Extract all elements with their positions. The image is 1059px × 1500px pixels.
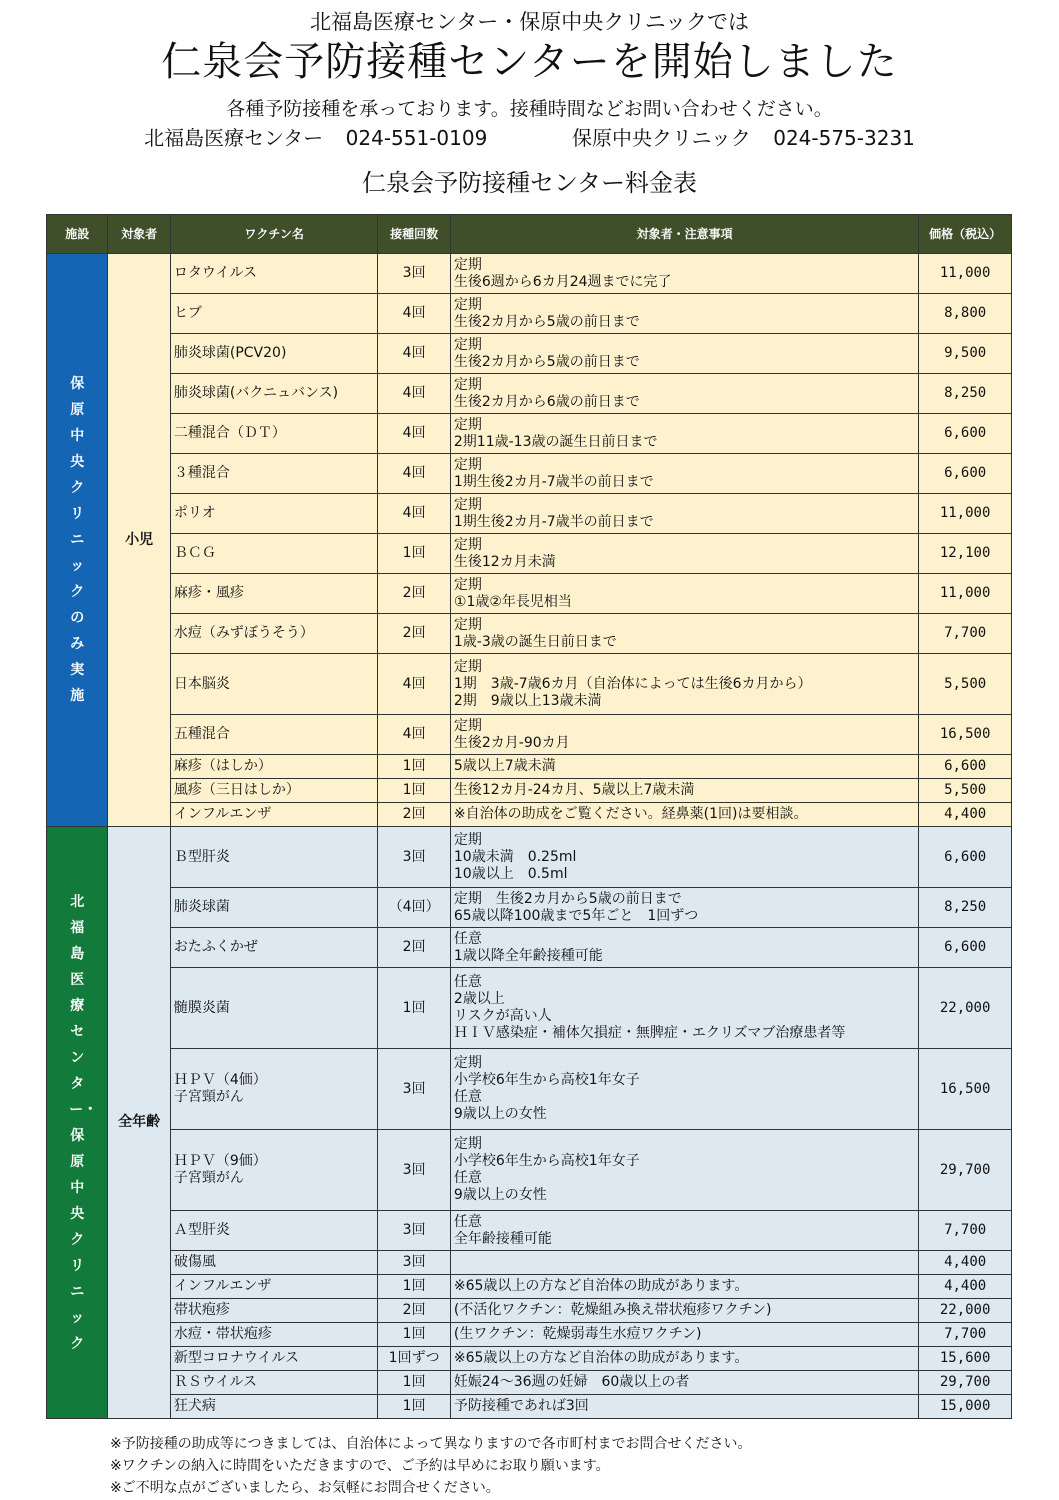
price-cell: 6,600 — [919, 827, 1012, 888]
header-notes: 対象者・注意事項 — [450, 215, 918, 254]
header-count: 接種回数 — [378, 215, 451, 254]
facility-cell — [47, 254, 108, 827]
table-header-row — [47, 215, 1012, 254]
notes-cell: 定期 10歳未満 0.25ml 10歳以上 0.5ml — [450, 827, 918, 888]
price-cell: 22,000 — [919, 1299, 1012, 1323]
header-target: 対象者 — [108, 215, 170, 254]
vaccine-cell: おたふくかぜ — [170, 928, 378, 968]
table-row — [47, 534, 1012, 574]
notes-cell: 定期 生後2カ月-90カ月 — [450, 715, 918, 755]
count-cell: 1回 — [378, 968, 451, 1049]
notes-cell: 任意 全年齢接種可能 — [450, 1211, 918, 1251]
vaccine-cell: インフルエンザ — [170, 803, 378, 827]
table-title: 仁泉会予防接種センター料金表 — [361, 169, 698, 197]
notes-cell: 妊娠24～36週の妊婦 60歳以上の者 — [450, 1371, 918, 1395]
vaccine-cell: 新型コロナウイルス — [170, 1347, 378, 1371]
notes-cell: 5歳以上7歳未満 — [450, 755, 918, 779]
count-cell: 1回 — [378, 1275, 451, 1299]
table-row — [47, 374, 1012, 414]
vaccine-cell: 髄膜炎菌 — [170, 968, 378, 1049]
table-body — [47, 254, 1012, 1419]
notes-cell: 定期 1期生後2カ月-7歳半の前日まで — [450, 454, 918, 494]
table-row — [47, 1251, 1012, 1275]
table-row — [47, 334, 1012, 374]
price-cell: 7,700 — [919, 1323, 1012, 1347]
facility-cell — [47, 827, 108, 1419]
notes-cell — [450, 1251, 918, 1275]
price-cell: 8,800 — [919, 294, 1012, 334]
table-row — [47, 888, 1012, 928]
notes-cell: 定期 1期 3歳-7歳6カ月（自治体によっては生後6カ月から） 2期 9歳以上13歳未満 — [450, 654, 918, 715]
price-cell: 15,000 — [919, 1395, 1012, 1419]
table-row — [47, 779, 1012, 803]
table-row — [47, 294, 1012, 334]
notes-cell: 定期 生後6週から6カ月24週までに完了 — [450, 254, 918, 294]
notes-cell: 任意 1歳以降全年齢接種可能 — [450, 928, 918, 968]
vaccine-cell: ＢＣＧ — [170, 534, 378, 574]
count-cell: 1回ずつ — [378, 1347, 451, 1371]
table-row — [47, 803, 1012, 827]
table-row — [47, 1347, 1012, 1371]
table-row — [47, 928, 1012, 968]
count-cell: 2回 — [378, 614, 451, 654]
count-cell: 3回 — [378, 1130, 451, 1211]
count-cell: 1回 — [378, 779, 451, 803]
count-cell: （4回） — [378, 888, 451, 928]
phone-name-kitafukushima: 北福島医療センター — [144, 126, 324, 150]
count-cell: 2回 — [378, 1299, 451, 1323]
table-row — [47, 1275, 1012, 1299]
header-notice: 各種予防接種を承っております。接種時間などお問い合わせください。 — [226, 98, 833, 120]
count-cell: 3回 — [378, 254, 451, 294]
vaccine-cell: ＨＰＶ（4価） 子宮頸がん — [170, 1049, 378, 1130]
notes-cell: 定期 生後2カ月から5歳の前日まで — [450, 294, 918, 334]
phone-number-kitafukushima[interactable]: 024-551-0109 — [345, 126, 488, 150]
price-cell: 8,250 — [919, 888, 1012, 928]
notes-cell: 定期 2期11歳-13歳の誕生日前日まで — [450, 414, 918, 454]
price-cell: 7,700 — [919, 1211, 1012, 1251]
table-row — [47, 1323, 1012, 1347]
count-cell: 3回 — [378, 1049, 451, 1130]
vaccine-cell: 麻疹（はしか） — [170, 755, 378, 779]
vaccine-cell: 狂犬病 — [170, 1395, 378, 1419]
vaccine-cell: 水痘（みずぼうそう） — [170, 614, 378, 654]
notes-cell: 定期 生後12カ月未満 — [450, 534, 918, 574]
count-cell: 4回 — [378, 654, 451, 715]
table-row — [47, 827, 1012, 888]
table-row — [47, 1299, 1012, 1323]
vaccine-cell: 風疹（三日はしか） — [170, 779, 378, 803]
count-cell: 1回 — [378, 534, 451, 574]
table-row — [47, 254, 1012, 294]
price-cell: 4,400 — [919, 803, 1012, 827]
notes-cell: 定期 生後2カ月から6歳の前日まで — [450, 374, 918, 414]
price-cell: 5,500 — [919, 654, 1012, 715]
header-subtitle: 北福島医療センター・保原中央クリニックでは — [310, 10, 749, 34]
price-cell: 6,600 — [919, 755, 1012, 779]
vaccine-cell: 帯状疱疹 — [170, 1299, 378, 1323]
vaccine-cell: ポリオ — [170, 494, 378, 534]
vaccine-cell: ＲＳウイルス — [170, 1371, 378, 1395]
footnote: ※ワクチンの納入に時間をいただきますので、ご予約は早めにお取り願います。 — [110, 1458, 610, 1474]
footnote: ※ご不明な点がございましたら、お気軽にお問合せください。 — [110, 1480, 500, 1496]
price-cell: 7,700 — [919, 614, 1012, 654]
price-cell: 16,500 — [919, 715, 1012, 755]
table-row — [47, 1130, 1012, 1211]
notes-cell: 定期 1歳-3歳の誕生日前日まで — [450, 614, 918, 654]
notes-cell: (生ワクチン：乾燥弱毒生水痘ワクチン) — [450, 1323, 918, 1347]
price-cell: 29,700 — [919, 1371, 1012, 1395]
table-row — [47, 755, 1012, 779]
vaccine-cell: Ｂ型肝炎 — [170, 827, 378, 888]
vaccine-cell: Ａ型肝炎 — [170, 1211, 378, 1251]
table-row — [47, 1395, 1012, 1419]
count-cell: 4回 — [378, 454, 451, 494]
count-cell: 3回 — [378, 1251, 451, 1275]
table-row — [47, 1211, 1012, 1251]
table-row — [47, 494, 1012, 534]
fee-table — [46, 214, 1012, 1419]
count-cell: 4回 — [378, 414, 451, 454]
price-cell: 9,500 — [919, 334, 1012, 374]
footnote: ※予防接種の助成等につきましては、自治体によって異なりますので各市町村までお問合せください。 — [110, 1436, 752, 1452]
count-cell: 4回 — [378, 715, 451, 755]
vaccine-cell: ロタウイルス — [170, 254, 378, 294]
price-cell: 15,600 — [919, 1347, 1012, 1371]
phone-list — [0, 122, 1059, 151]
vaccine-cell: ＨＰＶ（9価） 子宮頸がん — [170, 1130, 378, 1211]
count-cell: 2回 — [378, 803, 451, 827]
price-cell: 4,400 — [919, 1251, 1012, 1275]
notes-cell: 定期 小学校6年生から高校1年女子 任意 9歳以上の女性 — [450, 1130, 918, 1211]
count-cell: 1回 — [378, 755, 451, 779]
count-cell: 4回 — [378, 294, 451, 334]
target-cell: 全年齢 — [108, 827, 170, 1419]
table-row — [47, 414, 1012, 454]
vaccine-cell: 二種混合（ＤＴ） — [170, 414, 378, 454]
vaccine-cell: ３種混合 — [170, 454, 378, 494]
count-cell: 3回 — [378, 1211, 451, 1251]
price-cell: 12,100 — [919, 534, 1012, 574]
notes-cell: 予防接種であれば3回 — [450, 1395, 918, 1419]
vaccine-cell: 肺炎球菌(バクニュバンス) — [170, 374, 378, 414]
facility-label: 北福島医療センター・保原中央クリニック — [69, 893, 98, 1352]
notes-cell: ※65歳以上の方など自治体の助成があります。 — [450, 1275, 918, 1299]
vaccine-cell: 麻疹・風疹 — [170, 574, 378, 614]
price-cell: 8,250 — [919, 374, 1012, 414]
price-cell: 6,600 — [919, 928, 1012, 968]
vaccine-cell: 肺炎球菌(PCV20) — [170, 334, 378, 374]
table-row — [47, 1049, 1012, 1130]
vaccine-cell: 肺炎球菌 — [170, 888, 378, 928]
notes-cell: 定期 小学校6年生から高校1年女子 任意 9歳以上の女性 — [450, 1049, 918, 1130]
vaccine-cell: 五種混合 — [170, 715, 378, 755]
price-cell: 22,000 — [919, 968, 1012, 1049]
count-cell: 1回 — [378, 1371, 451, 1395]
notes-cell: ※自治体の助成をご覧ください。経鼻薬(1回)は要相談。 — [450, 803, 918, 827]
count-cell: 3回 — [378, 827, 451, 888]
table-row — [47, 654, 1012, 715]
notes-cell: 任意 2歳以上 リスクが高い人 ＨＩＶ感染症・補体欠損症・無脾症・エクリズマブ治療患者等 — [450, 968, 918, 1049]
price-cell: 6,600 — [919, 454, 1012, 494]
count-cell: 1回 — [378, 1395, 451, 1419]
count-cell: 4回 — [378, 494, 451, 534]
price-cell: 6,600 — [919, 414, 1012, 454]
notes-cell: 定期 ①1歳②年長児相当 — [450, 574, 918, 614]
table-row — [47, 454, 1012, 494]
notes-cell: 定期 1期生後2カ月-7歳半の前日まで — [450, 494, 918, 534]
page-title: 仁泉会予防接種センターを開始しました — [161, 39, 898, 85]
count-cell: 4回 — [378, 374, 451, 414]
price-cell: 29,700 — [919, 1130, 1012, 1211]
count-cell: 2回 — [378, 928, 451, 968]
notes-cell: 定期 生後2カ月から5歳の前日まで 65歳以降100歳まで5年ごと 1回ずつ — [450, 888, 918, 928]
notes-cell: 定期 生後2カ月から5歳の前日まで — [450, 334, 918, 374]
footnotes — [110, 1433, 751, 1499]
notes-cell: ※65歳以上の方など自治体の助成があります。 — [450, 1347, 918, 1371]
price-cell: 4,400 — [919, 1275, 1012, 1299]
phone-number-hobara[interactable]: 024-575-3231 — [773, 126, 915, 150]
target-cell: 小児 — [108, 254, 170, 827]
facility-label: 保原中央クリニックのみ実施 — [70, 376, 85, 704]
header-vaccine: ワクチン名 — [170, 215, 378, 254]
vaccine-cell: ヒブ — [170, 294, 378, 334]
price-cell: 11,000 — [919, 254, 1012, 294]
price-cell: 5,500 — [919, 779, 1012, 803]
table-row — [47, 574, 1012, 614]
header-price: 価格（税込） — [919, 215, 1012, 254]
price-cell: 11,000 — [919, 574, 1012, 614]
table-row — [47, 715, 1012, 755]
vaccine-cell: インフルエンザ — [170, 1275, 378, 1299]
notes-cell: (不活化ワクチン：乾燥組み換え帯状疱疹ワクチン) — [450, 1299, 918, 1323]
phone-name-hobara: 保原中央クリニック — [572, 126, 751, 150]
notes-cell: 生後12カ月-24カ月、5歳以上7歳未満 — [450, 779, 918, 803]
vaccine-cell: 破傷風 — [170, 1251, 378, 1275]
price-cell: 11,000 — [919, 494, 1012, 534]
vaccine-cell: 日本脳炎 — [170, 654, 378, 715]
count-cell: 1回 — [378, 1323, 451, 1347]
table-row — [47, 968, 1012, 1049]
count-cell: 4回 — [378, 334, 451, 374]
vaccine-cell: 水痘・帯状疱疹 — [170, 1323, 378, 1347]
price-cell: 16,500 — [919, 1049, 1012, 1130]
table-row — [47, 614, 1012, 654]
header-facility: 施設 — [47, 215, 108, 254]
count-cell: 2回 — [378, 574, 451, 614]
table-row — [47, 1371, 1012, 1395]
